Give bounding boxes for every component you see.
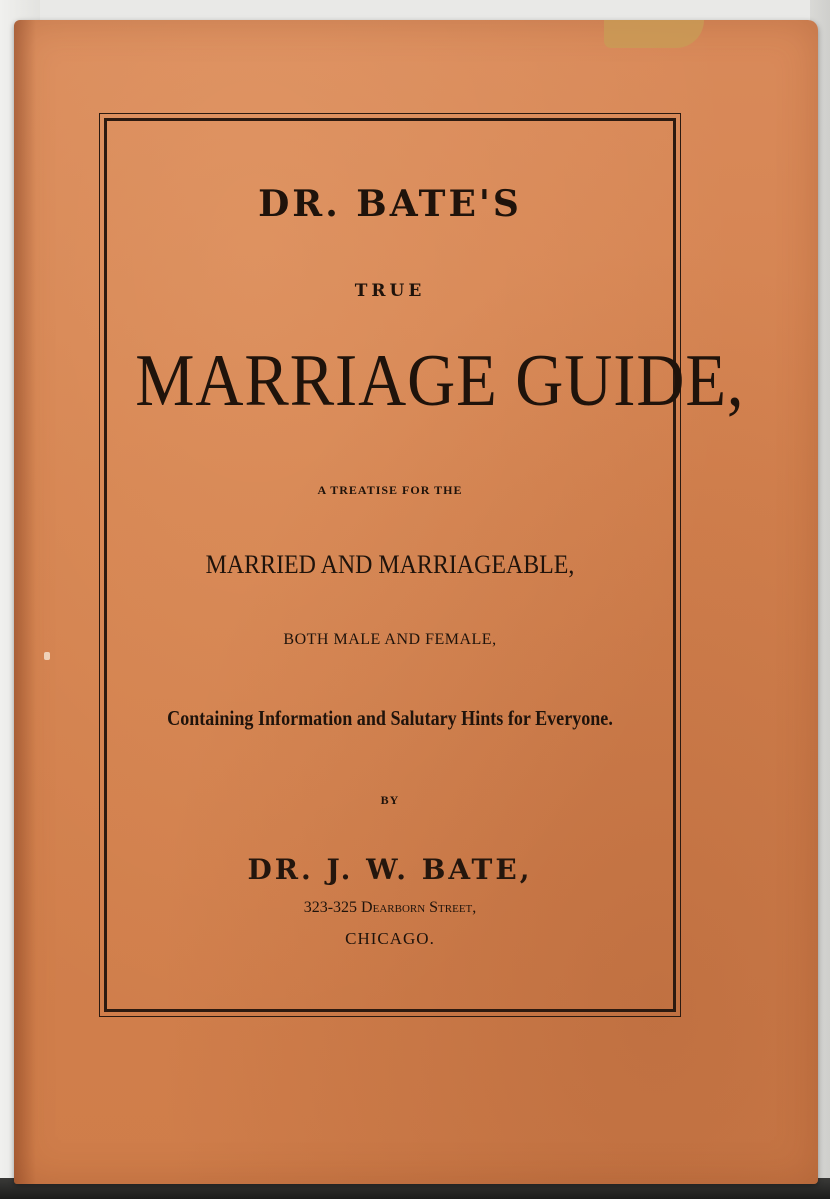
subtitle-married: MARRIED AND MARRIAGEABLE,: [205, 550, 575, 579]
subtitle-containing: Containing Information and Salutary Hints for Everyone.: [167, 706, 613, 730]
publisher-city: CHICAGO.: [345, 929, 435, 948]
author-name: DR. J. W. BATE,: [247, 853, 533, 886]
title-top: DR. BATE'S: [258, 183, 522, 225]
title-true: TRUE: [354, 281, 426, 301]
torn-corner: [604, 20, 704, 48]
title-frame: [104, 118, 745, 1012]
cover-nick: [44, 652, 50, 660]
publisher-address: 323-325 Dearborn Street,: [303, 899, 477, 916]
subtitle-both: BOTH MALE AND FEMALE,: [283, 631, 497, 648]
title-main: MARRIAGE GUIDE,: [135, 340, 745, 422]
subtitle-treatise: A TREATISE FOR THE: [317, 483, 463, 497]
by-label: BY: [380, 793, 400, 807]
book-cover: [14, 20, 818, 1184]
